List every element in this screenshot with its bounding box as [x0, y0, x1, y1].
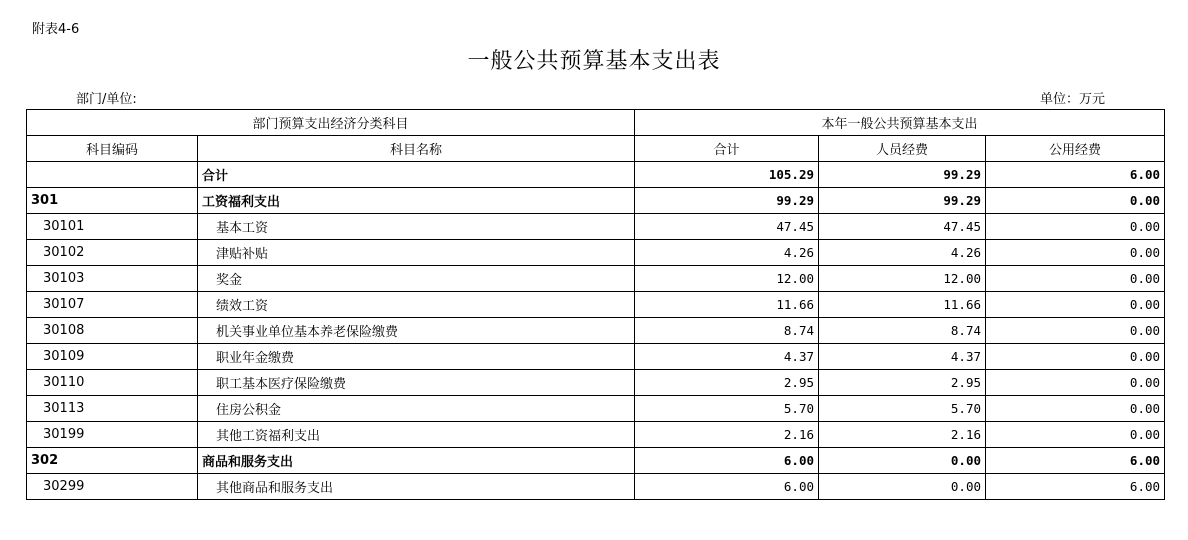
row-total: 6.00: [635, 448, 819, 474]
unit-label: 单位：万元: [1040, 92, 1106, 107]
row-name: 其他工资福利支出: [198, 422, 635, 448]
row-public: 0.00: [986, 240, 1165, 266]
page-title: 一般公共预算基本支出表: [467, 49, 721, 74]
header-group-row: [27, 110, 1165, 136]
table-row: [27, 162, 1165, 188]
row-total: 11.66: [635, 292, 819, 318]
row-total: 4.37: [635, 344, 819, 370]
row-code: 30113: [27, 396, 198, 422]
table-row: [27, 422, 1165, 448]
row-code: 30103: [27, 266, 198, 292]
table-row: [27, 396, 1165, 422]
row-code: 30199: [27, 422, 198, 448]
row-total: 8.74: [635, 318, 819, 344]
row-code: 30101: [27, 214, 198, 240]
row-personnel: 11.66: [819, 292, 986, 318]
row-personnel: 4.37: [819, 344, 986, 370]
row-public: 6.00: [986, 448, 1165, 474]
table-row: [27, 344, 1165, 370]
row-code: 30107: [27, 292, 198, 318]
row-name: 住房公积金: [198, 396, 635, 422]
row-name: 职业年金缴费: [198, 344, 635, 370]
row-personnel: 0.00: [819, 474, 986, 500]
row-public: 0.00: [986, 422, 1165, 448]
row-code: 30299: [27, 474, 198, 500]
header-public: 公用经费: [986, 136, 1165, 162]
dept-label: 部门/单位:: [76, 92, 137, 107]
table-row: [27, 240, 1165, 266]
table-row: [27, 266, 1165, 292]
header-personnel: 人员经费: [819, 136, 986, 162]
budget-table: [26, 109, 1165, 500]
row-name: 合计: [198, 162, 635, 188]
row-total: 5.70: [635, 396, 819, 422]
table-row: [27, 370, 1165, 396]
row-code: 30109: [27, 344, 198, 370]
row-public: 0.00: [986, 344, 1165, 370]
row-personnel: 5.70: [819, 396, 986, 422]
row-name: 机关事业单位基本养老保险缴费: [198, 318, 635, 344]
row-total: 105.29: [635, 162, 819, 188]
table-row: [27, 448, 1165, 474]
row-public: 6.00: [986, 162, 1165, 188]
header-col-row: [27, 136, 1165, 162]
row-code: 302: [27, 448, 198, 474]
row-total: 99.29: [635, 188, 819, 214]
annex-label: 附表4-6: [32, 22, 80, 37]
row-public: 0.00: [986, 188, 1165, 214]
row-name: 奖金: [198, 266, 635, 292]
row-public: 0.00: [986, 318, 1165, 344]
row-personnel: 0.00: [819, 448, 986, 474]
row-personnel: 2.16: [819, 422, 986, 448]
row-code: 30102: [27, 240, 198, 266]
row-total: 4.26: [635, 240, 819, 266]
row-public: 0.00: [986, 214, 1165, 240]
row-code: 30108: [27, 318, 198, 344]
row-total: 6.00: [635, 474, 819, 500]
row-personnel: 8.74: [819, 318, 986, 344]
row-public: 6.00: [986, 474, 1165, 500]
row-personnel: 99.29: [819, 162, 986, 188]
row-name: 津贴补贴: [198, 240, 635, 266]
header-code: 科目编码: [27, 136, 198, 162]
header-group-right: 本年一般公共预算基本支出: [635, 110, 1165, 136]
row-code: 30110: [27, 370, 198, 396]
table-row: [27, 292, 1165, 318]
row-name: 绩效工资: [198, 292, 635, 318]
row-total: 12.00: [635, 266, 819, 292]
row-personnel: 4.26: [819, 240, 986, 266]
row-name: 职工基本医疗保险缴费: [198, 370, 635, 396]
row-code: [27, 162, 198, 188]
row-code: 301: [27, 188, 198, 214]
header-group-left: 部门预算支出经济分类科目: [27, 110, 635, 136]
row-total: 47.45: [635, 214, 819, 240]
header-name: 科目名称: [198, 136, 635, 162]
row-name: 工资福利支出: [198, 188, 635, 214]
header-total: 合计: [635, 136, 819, 162]
row-name: 基本工资: [198, 214, 635, 240]
row-personnel: 12.00: [819, 266, 986, 292]
row-total: 2.95: [635, 370, 819, 396]
table-row: [27, 188, 1165, 214]
row-personnel: 99.29: [819, 188, 986, 214]
row-public: 0.00: [986, 370, 1165, 396]
row-public: 0.00: [986, 266, 1165, 292]
table-row: [27, 214, 1165, 240]
row-total: 2.16: [635, 422, 819, 448]
row-public: 0.00: [986, 396, 1165, 422]
table-row: [27, 474, 1165, 500]
row-public: 0.00: [986, 292, 1165, 318]
row-personnel: 2.95: [819, 370, 986, 396]
row-personnel: 47.45: [819, 214, 986, 240]
row-name: 其他商品和服务支出: [198, 474, 635, 500]
row-name: 商品和服务支出: [198, 448, 635, 474]
table-row: [27, 318, 1165, 344]
